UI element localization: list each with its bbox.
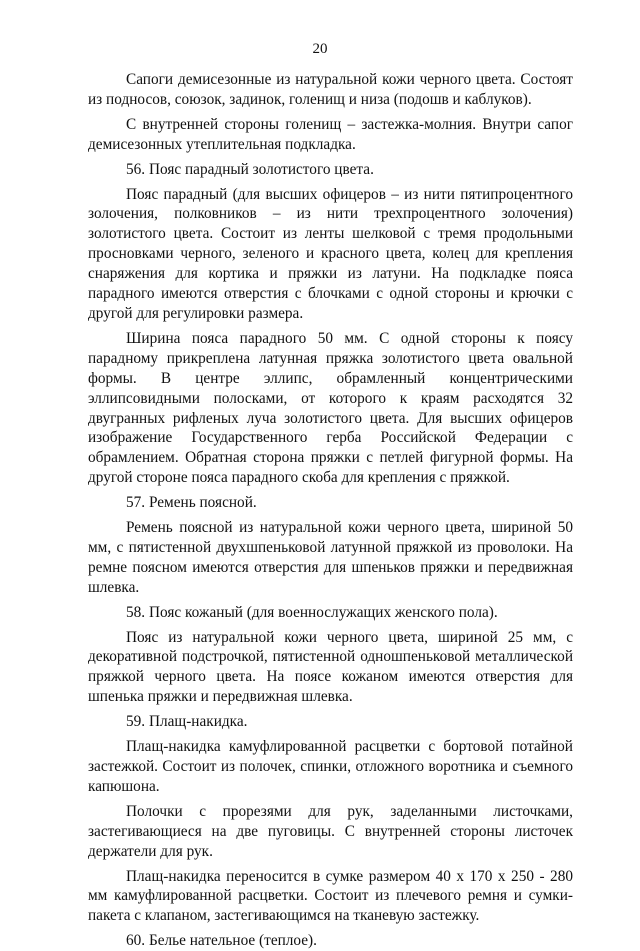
document-body [88, 70, 573, 951]
paragraph-parade-belt-buckle: Ширина пояса парадного 50 мм. С одной стороны к поясу парадному прикреплена латунная пряжка золотистого цвета овальной формы. В центре эллипс, обрамленный концентрическими эллипсовидными полосками, от которого к краям расходятся 32 двугранных рифленых луча золотистого цвета. Для высших офицеров изображение Государственного герба Российской Федерации с обрамлением. Обратная сторона пряжки с петлей фигурной формы. На другой стороне пояса парадного скоба для крепления с пряжкой. [88, 329, 573, 487]
paragraph-cape-fronts: Полочки с прорезями для рук, заделанными листочками, застегивающиеся на две пуговицы. С внутренней стороны листочек держатели для рук. [88, 802, 573, 860]
heading-item-58: 58. Пояс кожаный (для военнослужащих женского пола). [126, 603, 498, 621]
paragraph-waist-belt: Ремень поясной из натуральной кожи черного цвета, шириной 50 мм, с пятистенной двухшпеньковой латунной пряжкой из проволоки. На ремне поясном имеются отверстия для шпеньков пряжки и передвижная шлевка. [88, 519, 573, 596]
heading-item-60: 60. Белье нательное (теплое). [126, 932, 317, 950]
paragraph-cape-bag: Плащ-накидка переносится в сумке размером 40 х 170 х 250 - 280 мм камуфлированной расцветки. Состоит из плечевого ремня и сумки-пакета с клапаном, застегивающимся на тканевую застежку. [88, 867, 573, 925]
paragraph-boots-zipper: С внутренней стороны голенищ – застежка-молния. Внутри сапог демисезонных утеплительная подкладка. [88, 115, 573, 153]
paragraph-leather-belt: Пояс из натуральной кожи черного цвета, шириной 25 мм, с декоративной подстрочкой, пятистенной одношпеньковой металлической пряжкой черного цвета. На поясе кожаном имеются отверстия для шпенька пряжки и передвижная шлевка. [88, 628, 573, 706]
heading-item-59: 59. Плащ-накидка. [126, 713, 248, 731]
heading-item-57: 57. Ремень поясной. [126, 494, 257, 512]
page-number: 20 [312, 41, 328, 57]
paragraph-boots: Сапоги демисезонные из натуральной кожи черного цвета. Состоят из подносов, союзок, задинок, голенищ и низа (подошв и каблуков). [88, 71, 573, 108]
paragraph-parade-belt: Пояс парадный (для высших офицеров – из нити пятипроцентного золочения, полковников – из нити трехпроцентного золочения) золотистого цвета. Состоит из ленты шелковой с тремя продольными просновками черного, зеленого и красного цвета, колец для крепления снаряжения для кортика и пряжки из латуни. На подкладке пояса парадного имеются отверстия с блочками с одной стороны и крючки с другой для регулировки размера. [88, 185, 573, 322]
heading-item-56: 56. Пояс парадный золотистого цвета. [126, 160, 374, 178]
paragraph-cape: Плащ-накидка камуфлированной расцветки с бортовой потайной застежкой. Состоит из полочек, спинки, отложного воротника и съемного капюшона. [88, 738, 573, 795]
